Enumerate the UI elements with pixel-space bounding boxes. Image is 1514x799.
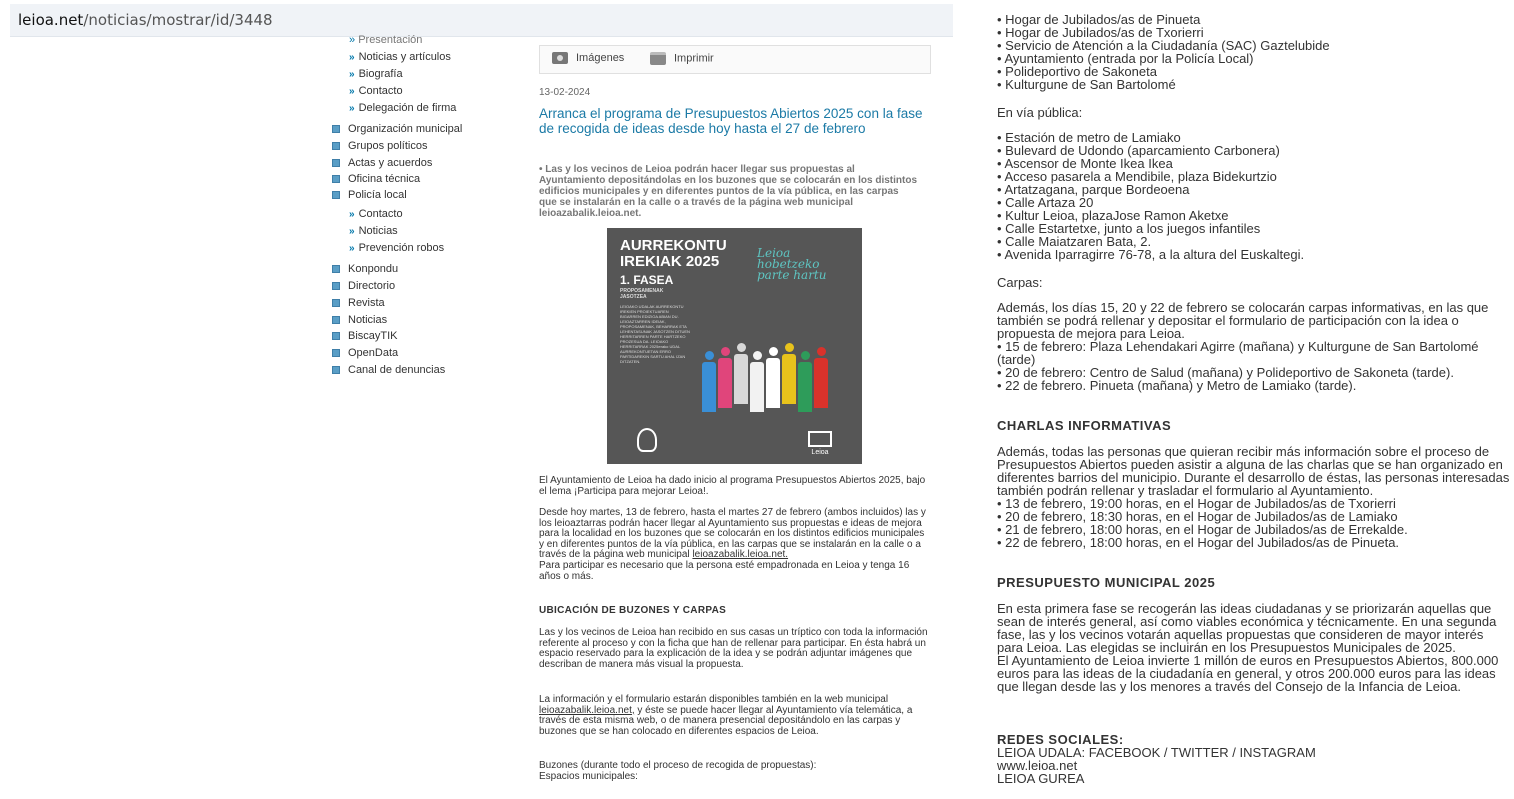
website-link[interactable]: www.leioa.net — [997, 758, 1078, 773]
article-paragraph: Buzones (durante todo el proceso de recogida de propuestas): Espacios municipales: — [539, 760, 817, 782]
bullet-square-icon — [332, 191, 340, 199]
nav-item[interactable]: Policía local — [332, 189, 407, 201]
charlas-text: Además, todas las personas que quieran recibir más información sobre el proceso de Presupuestos Abiertos pueden asistir a alguna de las charlas que se han organizado en diferentes barrios del municipio. Durante el desarrollo de éstas, las personas interesadas también podrán rellenar y trasladar el formulario al Ayuntamiento. • 13 de febrero, 19:00 horas, en el Hogar de Jubilados/as de Txorierri • 20 de febrero, 18:30 horas, en el Hogar de Jubilados/as de Lamiako • 21 de febrero, 18:00 horas, en el Hogar de Jubilados/as de Errekalde. • 22 de febrero, 18:00 horas, en el Hogar del Jubilados/as de Pinueta. — [997, 444, 1510, 550]
bullet-square-icon — [332, 175, 340, 183]
list-item: • Estación de metro de Lamiako — [997, 130, 1181, 145]
nav-item[interactable]: Canal de denuncias — [332, 364, 445, 376]
list-item: • Artatzagana, parque Bordeoena — [997, 182, 1190, 197]
bullet-square-icon — [332, 366, 340, 374]
leioa-gurea-text: LEIOA GUREA — [997, 771, 1085, 786]
url-text[interactable] — [18, 11, 273, 29]
chevron-right-icon: » — [349, 86, 355, 97]
nav-item[interactable]: Actas y acuerdos — [332, 157, 432, 169]
bullet-square-icon — [332, 299, 340, 307]
article-title: Arranca el programa de Presupuestos Abiertos 2025 con la fase de recogida de ideas desde hoy hasta el 27 de febrero — [539, 106, 923, 136]
list-item: • Servicio de Atención a la Ciudadanía (SAC) Gaztelubide — [997, 38, 1330, 53]
carpas-text: Además, los días 15, 20 y 22 de febrero se colocarán carpas informativas, en las que también se podrá rellenar y depositar el formulario de participación con la idea o propuesta de mejora para Leioa. • 15 de febrero: Plaza Lehendakari Agirre (mañana) y Kulturgune de San Bartolomé (tarde) • 20 de febrero: Centro de Salud (mañana) y Polideportivo de Sakoneta (tarde). • 22 de febrero. Pinueta (mañana) y Metro de Lamiako (tarde). — [997, 300, 1489, 393]
print-button[interactable]: Imprimir — [650, 52, 714, 65]
poster-script: Leioa hobetzeko parte hartu — [757, 246, 827, 282]
paper-figure — [766, 347, 780, 408]
bullet-square-icon — [332, 316, 340, 324]
bullet-square-icon — [332, 125, 340, 133]
municipal-list — [997, 13, 1512, 91]
article-paragraph: Las y los vecinos de Leioa han recibido en sus casas un tríptico con toda la información referente al proceso y con la ficha que han de rellenar para participar. En ésta habrá un espacio reservado para la explicación de la idea y se podrán adjuntar imágenes que describan de manera más visual la propuesta. — [539, 627, 928, 670]
leioa-logo: Leioa — [808, 431, 832, 456]
list-item: • Calle Estartetxe, junto a los juegos infantiles — [997, 221, 1261, 236]
paper-figure — [798, 351, 812, 412]
list-item: • Ayuntamiento (entrada por la Policía Local) — [997, 51, 1254, 66]
chevron-right-icon: » — [349, 209, 355, 220]
paper-figure — [750, 351, 764, 412]
chevron-right-icon: » — [349, 243, 355, 254]
url-path: /noticias/mostrar/id/3448 — [83, 11, 273, 29]
images-button[interactable]: Imágenes — [552, 52, 624, 64]
paper-figure — [702, 351, 716, 412]
list-item: • Kulturgune de San Bartolomé — [997, 77, 1176, 92]
bullet-square-icon — [332, 265, 340, 273]
nav-item[interactable]: Organización municipal — [332, 123, 462, 135]
list-item: • Kultur Leioa, plazaJose Ramon Aketxe — [997, 208, 1229, 223]
list-item: • Acceso pasarela a Mendibile, plaza Bidekurtzio — [997, 169, 1277, 184]
section-heading: UBICACIÓN DE BUZONES Y CARPAS — [539, 605, 727, 616]
article-date: 13-02-2024 — [539, 87, 591, 98]
article-paragraph: El Ayuntamiento de Leioa ha dado inicio al programa Presupuestos Abiertos 2025, bajo el lema ¡Participa para mejorar Leioa!. — [539, 475, 926, 497]
leioazabalik-link[interactable]: leioazabalik.leioa.net. — [692, 549, 789, 561]
address-bar[interactable] — [10, 4, 953, 37]
nav-item[interactable]: Revista — [332, 297, 385, 309]
nav-item[interactable]: Directorio — [332, 280, 395, 292]
paper-figure — [782, 343, 796, 404]
poster-phase: 1. FASEA — [620, 273, 674, 287]
section-heading: PRESUPUESTO MUNICIPAL 2025 — [997, 575, 1216, 590]
poster-small-text: LEIOAKO UDALAK AURREKONTU IREKIEN PROIEKTUAREN BIGARREN EDIZIOA ABIAN DU. LEIOAZTARREN IDEIAK, PROPOSAMENAK, BEHARRAK ETA LEHENTASUNAK JASOTZEN DITUEN HERRITARREN PARTE HARTZEKO PROZESUA DA. LEIOAKO HERRITARRAK 2025erako UDAL AURREKONTUETAN ERRO PARTIDAREKIN SARTU AHAL IZAN DITZATEN. — [620, 304, 690, 364]
paper-figure — [734, 343, 748, 404]
leioazabalik-link[interactable]: leioazabalik.leioa.net, — [539, 704, 635, 716]
lightbulb-icon — [637, 428, 657, 452]
article-toolbar — [539, 45, 931, 74]
poster-title: AURREKONTU IREKIAK 2025 — [620, 237, 727, 270]
nav-item[interactable]: Konpondu — [332, 263, 398, 275]
nav-item[interactable]: BiscayTIK — [332, 330, 398, 342]
presupuesto-text: En esta primera fase se recogerán las ideas ciudadanas y se priorizarán aquellas que sean de interés general, así como viables económica y técnicamente. En una segunda fase, las y los vecinos votarán aquellas propuestas que consideren de mayor interés para Leioa. Las elegidas se incluirán en los Presupuestos Municipales de 2025. El Ayuntamiento de Leioa invierte 1 millón de euros en Presupuestos Abiertos, 800.000 euros para las ideas de la ciudadanía en general, y otros 200.000 euros para las ideas que llegan desde las y los menores a través del Consejo de la Infancia de Leioa. — [997, 601, 1499, 694]
article-paragraph: La información y el formulario estarán disponibles también en la web municipal leioazabalik.leioa.net, y éste se puede hacer llegar al Ayuntamiento vía telemática, a través de esta misma web, o de manera presencial depositándolo en las carpas y buzones que se han colocado en diferentes espacios de Leioa. — [539, 694, 913, 737]
carpas-label: Carpas: — [997, 275, 1043, 290]
url-domain: leioa.net — [18, 11, 84, 29]
bullet-square-icon — [332, 142, 340, 150]
list-item: • Hogar de Jubilados/as de Pinueta — [997, 12, 1201, 27]
list-item: • Ascensor de Monte Ikea Ikea — [997, 156, 1173, 171]
list-item: • Polideportivo de Sakoneta — [997, 64, 1157, 79]
social-links[interactable]: LEIOA UDALA: FACEBOOK / TWITTER / INSTAGRAM — [997, 745, 1316, 760]
section-heading: CHARLAS INFORMATIVAS — [997, 418, 1172, 433]
nav-sub-item[interactable]: » Contacto — [349, 85, 403, 97]
bullet-square-icon — [332, 282, 340, 290]
nav-sub-item[interactable]: » Noticias — [349, 225, 398, 237]
section-heading: REDES SOCIALES: — [997, 732, 1124, 747]
nav-sub-item[interactable]: » Prevención robos — [349, 242, 445, 254]
article-lead: • Las y los vecinos de Leioa podrán hacer llegar sus propuestas al Ayuntamiento depositándolas en los buzones que se colocarán en los distintos edificios municipales y en diferentes puntos de la vía pública, en las carpas que se instalarán en la calle o a través de la página web municipal leioazabalik.leioa.net. — [539, 164, 918, 219]
nav-item[interactable]: Grupos políticos — [332, 140, 427, 152]
article-paragraph: Desde hoy martes, 13 de febrero, hasta el martes 27 de febrero (ambos incluidos) las y los leioaztarras podrán hacer llegar al Ayuntamiento sus propuestas e ideas de mejora para la localidad en los buzones que se colocarán en los distintos edificios municipales y en diferentes puntos de la vía pública, en las carpas que se instalarán en la calle o a través de la página web municipal leioazabalik.leioa.net. Para participar es necesario que la persona esté empadronada en Leioa y tenga 16 años o más. — [539, 507, 926, 582]
list-item: • Avenida Iparragirre 76-78, a la altura del Euskaltegi. — [997, 247, 1305, 262]
chevron-right-icon: » — [349, 69, 355, 80]
nav-item[interactable]: OpenData — [332, 347, 398, 359]
list-item: • Hogar de Jubilados/as de Txorierri — [997, 25, 1204, 40]
bullet-square-icon — [332, 332, 340, 340]
via-publica-label: En vía pública: — [997, 105, 1083, 120]
nav-sub-item[interactable]: » Biografía — [349, 68, 403, 80]
chevron-right-icon: » — [349, 226, 355, 237]
paper-figure — [814, 347, 828, 408]
chevron-right-icon: » — [349, 103, 355, 114]
list-item: • Calle Artaza 20 — [997, 195, 1094, 210]
nav-item[interactable]: Noticias — [332, 314, 387, 326]
printer-icon — [650, 52, 666, 65]
paper-figure — [718, 347, 732, 408]
bullet-square-icon — [332, 349, 340, 357]
chevron-right-icon: » — [349, 52, 355, 63]
list-item: • Bulevard de Udondo (aparcamiento Carbonera) — [997, 143, 1280, 158]
logo-mark-icon — [808, 431, 832, 447]
via-publica-list — [997, 131, 1512, 261]
nav-sub-item[interactable]: » Contacto — [349, 208, 403, 220]
camera-icon — [552, 52, 568, 64]
nav-sub-item[interactable]: » Noticias y artículos — [349, 51, 451, 63]
nav-sub-item[interactable]: » Delegación de firma — [349, 102, 457, 114]
nav-cut-item[interactable]: » Presentación — [349, 34, 423, 44]
list-item: • Calle Maiatzaren Bata, 2. — [997, 234, 1152, 249]
nav-item[interactable]: Oficina técnica — [332, 173, 420, 185]
poster-phase-sub: PROPOSAMENAK JASOTZEA — [620, 288, 664, 300]
bullet-square-icon — [332, 159, 340, 167]
article-poster-image[interactable] — [607, 228, 862, 464]
